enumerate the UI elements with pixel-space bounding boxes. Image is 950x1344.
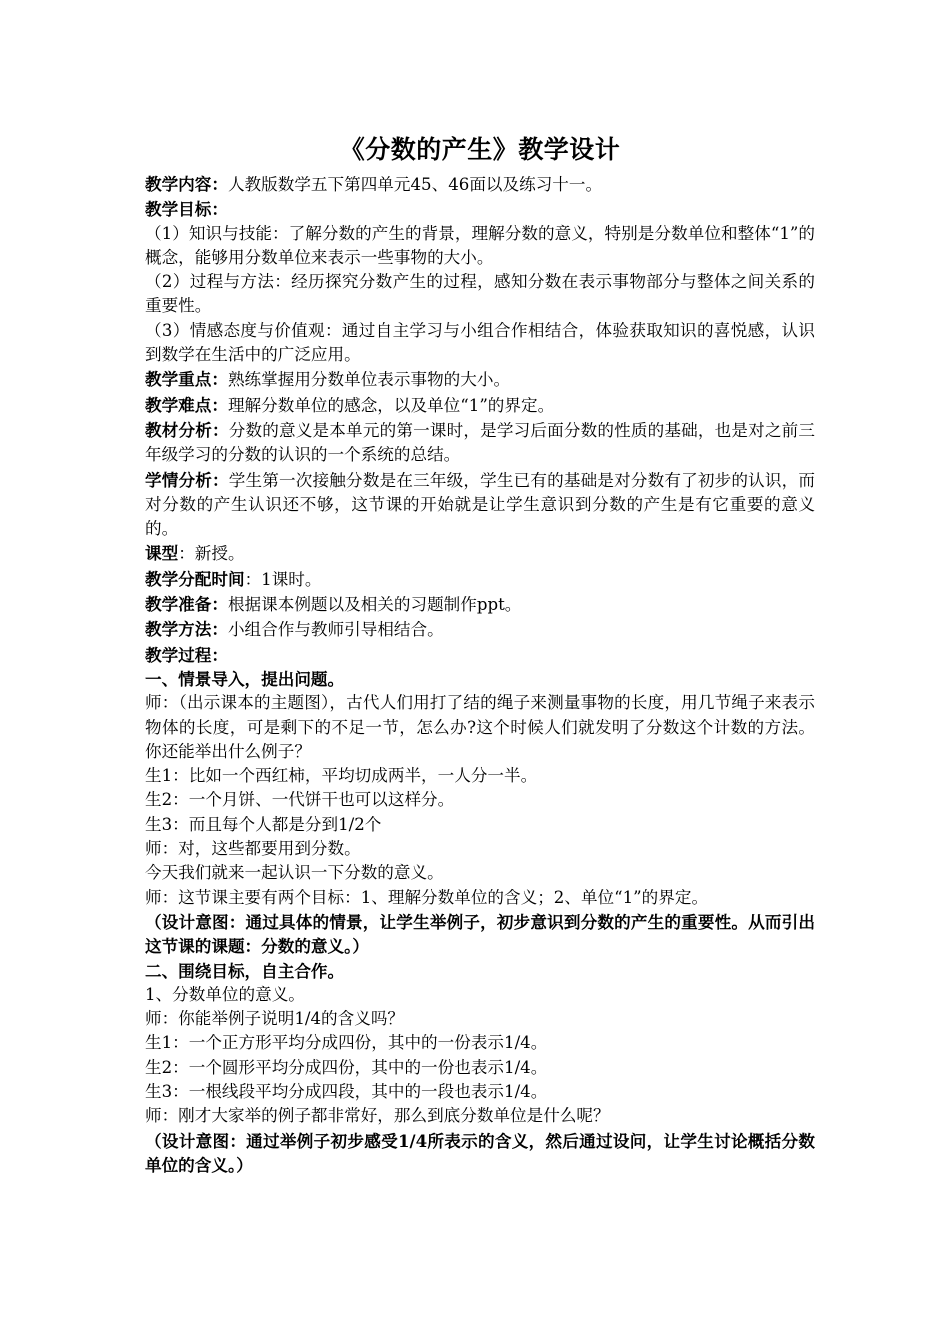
teaching-goals-label: 教学目标：	[145, 199, 228, 220]
section-2-heading: 二、围绕目标，自主合作。	[145, 960, 345, 981]
section-1-line: 生3：而且每个人都是分到1/2个	[145, 814, 382, 834]
section-1-line: 师：对，这些都要用到分数。	[145, 839, 361, 859]
time-allocation-text: ：1课时。	[244, 569, 322, 589]
section-1-line: 生2：一个月饼、一代饼干也可以这样分。	[145, 790, 455, 810]
section-2-line: 1、分数单位的意义。	[145, 984, 305, 1004]
teaching-content-label: 教学内容：	[145, 174, 228, 194]
section-1-line: 生1：比如一个西红柿，平均切成两半，一人分一半。	[145, 766, 538, 786]
lesson-type-text: ：新授。	[178, 544, 245, 564]
section-2-line: 师：你能举例子说明1/4的含义吗？	[145, 1009, 405, 1029]
goal-item-1: （1）知识与技能：了解分数的产生的背景，理解分数的意义，特别是分数单位和整体“1”的概念，能够用分数单位来表示一些事物的大小。	[145, 223, 815, 267]
section-1-line: 师：这节课主要有两个目标：1、理解分数单位的含义；2、单位“1”的界定。	[145, 887, 709, 907]
difficulty	[145, 393, 815, 418]
difficulty-label: 教学难点：	[145, 394, 228, 415]
document-title: 《分数的产生》教学设计	[339, 135, 621, 164]
material-analysis	[145, 418, 815, 468]
difficulty-text: 理解分数单位的感念，以及单位“1”的界定。	[227, 395, 555, 415]
key-point-text: 熟练掌握用分数单位表示事物的大小。	[227, 370, 511, 390]
section-2-line: 生3：一根线段平均分成四段，其中的一段也表示1/4。	[145, 1081, 548, 1101]
material-analysis-text: 分数的意义是本单元的第一课时，是学习后面分数的性质的基础，也是对之前三年级学习的分数的认识的一个系统的总结。	[145, 420, 816, 465]
lesson-type-label: 课型	[145, 543, 179, 564]
section-1-line: 师：（出示课本的主题图），古代人们用打了结的绳子来测量事物的长度，用几节绳子来表示物体的长度，可是剩下的不足一节，怎么办?这个时候人们就发明了分数这个计数的方法。你还能举出什么例子？	[145, 693, 815, 761]
material-analysis-label: 教材分析：	[145, 419, 229, 440]
teaching-method-text: 小组合作与教师引导相结合。	[227, 620, 444, 640]
section-2-line: 师：刚才大家举的例子都非常好，那么到底分数单位是什么呢？	[145, 1106, 610, 1126]
teaching-prep-text: 根据课本例题以及相关的习题制作ppt。	[227, 595, 522, 615]
teaching-prep	[145, 592, 815, 617]
student-analysis-label: 学情分析：	[145, 469, 229, 490]
teaching-prep-label: 教学准备：	[145, 594, 228, 615]
student-analysis	[145, 468, 815, 542]
section-1-line: 今天我们就来一起认识一下分数的意义。	[145, 863, 444, 883]
document-page	[145, 130, 815, 1177]
key-point	[145, 367, 815, 392]
teaching-method-label: 教学方法：	[145, 619, 228, 640]
key-point-label: 教学重点：	[145, 369, 228, 390]
section-1-heading: 一、情景导入，提出问题。	[145, 668, 345, 689]
teaching-method	[145, 617, 815, 642]
student-analysis-text: 学生第一次接触分数是在三年级，学生已有的基础是对分数有了初步的认识，而对分数的产生认识还不够，这节课的开始就是让学生意识到分数的产生是有它重要的意义的。	[145, 470, 816, 539]
section-1-design-intent: （设计意图：通过具体的情景，让学生举例子，初步意识到分数的产生的重要性。从而引出这节课的课题：分数的意义。）	[145, 911, 815, 957]
goal-item-2: （2）过程与方法：经历探究分数产生的过程，感知分数在表示事物部分与整体之间关系的重要性。	[145, 272, 815, 316]
teaching-process-label: 教学过程：	[145, 644, 228, 665]
teaching-content	[145, 172, 815, 197]
section-2-design-intent: （设计意图：通过举例子初步感受1/4所表示的含义，然后通过设问，让学生讨论概括分数单位的含义。）	[145, 1130, 815, 1175]
teaching-content-text: 人教版数学五下第四单元45、46面以及练习十一。	[227, 175, 603, 194]
goal-item-3: （3）情感态度与价值观：通过自主学习与小组合作相结合，体验获取知识的喜悦感，认识到数学在生活中的广泛应用。	[145, 320, 815, 365]
section-2-line: 生2：一个圆形平均分成四份，其中的一份也表示1/4。	[145, 1057, 548, 1077]
section-2-line: 生1：一个正方形平均分成四份，其中的一份表示1/4。	[145, 1033, 548, 1053]
time-allocation	[145, 567, 815, 592]
lesson-type	[145, 541, 815, 566]
time-allocation-label: 教学分配时间	[145, 568, 245, 589]
